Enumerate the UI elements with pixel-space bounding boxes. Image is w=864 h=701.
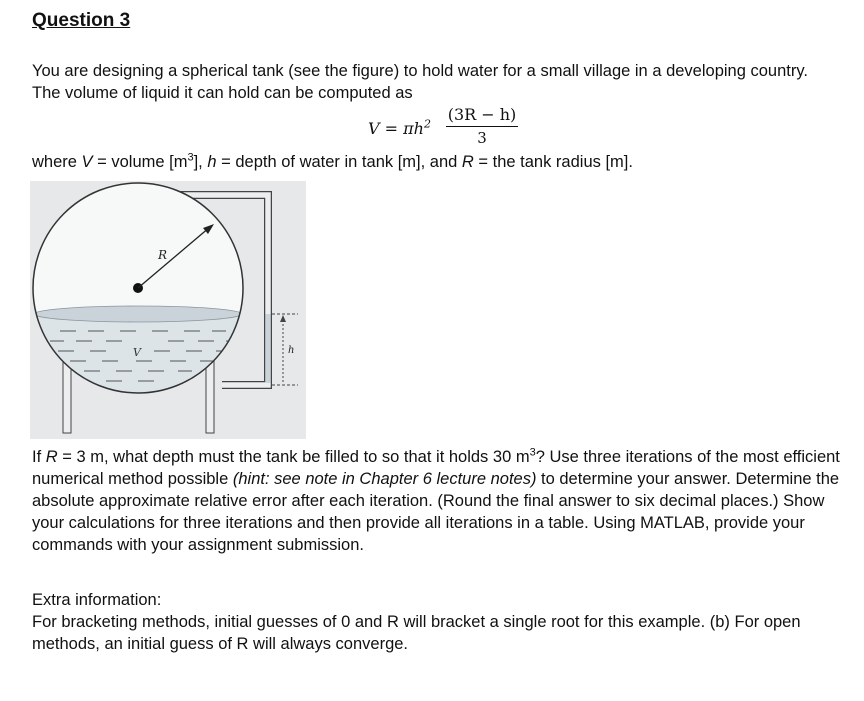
volume-label: V [133,346,141,359]
equation-fraction [446,105,518,148]
depth-label: h [288,345,295,356]
equation-lhs: $V = \pi h^2$ [368,117,431,138]
question-heading: Question 3 [32,10,131,31]
extra-heading: Extra information: [32,591,162,609]
radius-label: R [158,248,168,262]
water-surface [34,306,242,322]
task-paragraph: If R = 3 m, what depth must the tank be filled to so that it holds 30 $m^3$? Use three iterations of the most efficient numerical method possible (hint: see note in Chapter 6 lecture notes) to determine your answer. Determine the absolute approximate relative error after each iteration. (Round the final answer to six decimal places.) Show your calculations for three iterations and then provide all iterations in a table. Using MATLAB, provide your commands with your assignment submission. [32,446,840,554]
fraction-bar [446,126,518,127]
extra-information [32,589,842,655]
extra-text: For bracketing methods, initial guesses of 0 and R will bracket a single root for this example. (b) For open methods, an initial guess of R will always converge. [32,613,801,653]
intro-paragraph: You are designing a spherical tank (see the figure) to hold water for a small village in a developing country. The volume of liquid it can hold can be computed as [32,62,808,102]
equation-numerator: (3R − h) [447,105,517,124]
equation-denominator: 3 [477,129,487,147]
variable-definitions: where V = volume $[m^3]$, h = depth of water in tank [m], and R = the tank radius [m]. [32,151,633,171]
tube-water [266,314,271,383]
spherical-tank-figure [30,181,306,439]
